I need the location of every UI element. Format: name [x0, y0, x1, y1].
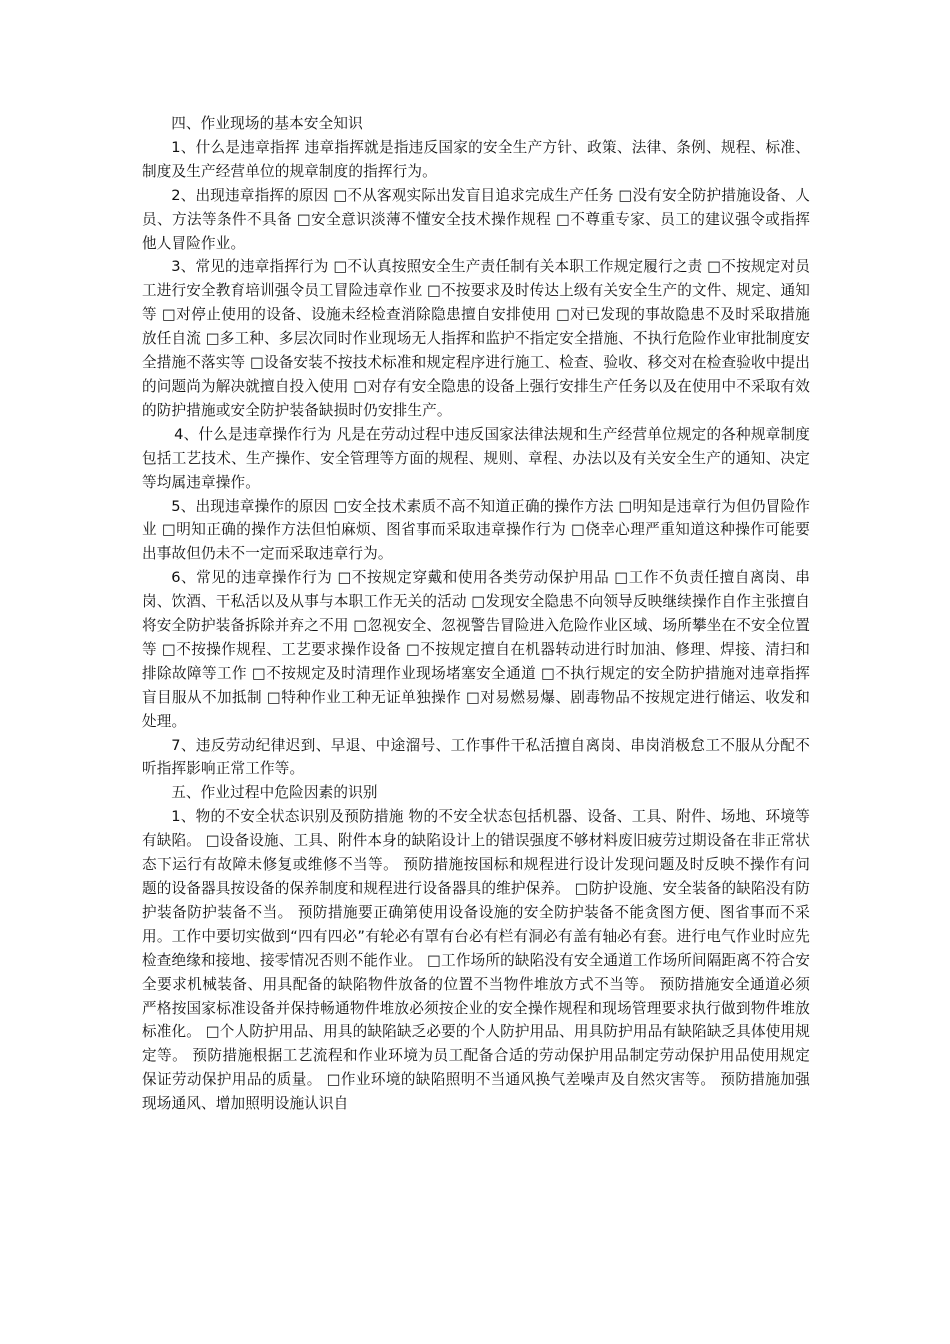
- paragraph-violation-operation-behaviors: 6、常见的违章操作行为 □不按规定穿戴和使用各类劳动保护用品 □工作不负责任擅自离岗、串岗、饮酒、干私活以及从事与本职工作无关的活动 □发现安全隐患不向领导反映继续操作自作主张擅自将安全防护装备拆除并弃之不用 □忽视安全、忽视警告冒险进入危险作业区域、场所攀坐在不安全位置等 □不按操作规程、工艺要求操作设备 □不按规定擅自在机器转动进行时加油、修理、焊接、清扫和排除故障等工作 □不按规定及时清理作业现场堵塞安全通道 □不执行规定的安全防护措施对违章指挥盲目服从不加抵制 □特种作业工种无证单独操作 □对易燃易爆、剧毒物品不按规定进行储运、收发和处理。: [142, 569, 810, 730]
- document-body: [142, 112, 810, 1116]
- section-heading-4: 四、作业现场的基本安全知识: [171, 115, 363, 132]
- paragraph-violation-operation-causes: 5、出现违章操作的原因 □安全技术素质不高不知道正确的操作方法 □明知是违章行为但仍冒险作业 □明知正确的操作方法但怕麻烦、图省事而采取违章操作行为 □侥幸心理严重知道这种操作可能要出事故但仍未不一定而采取违章行为。: [142, 497, 810, 563]
- paragraph-violation-command-definition: 1、什么是违章指挥 违章指挥就是指违反国家的安全生产方针、政策、法律、条例、规程、标准、制度及生产经营单位的规章制度的指挥行为。: [142, 138, 810, 180]
- paragraph-violation-operation-definition: 4、什么是违章操作行为 凡是在劳动过程中违反国家法律法规和生产经营单位规定的各种规章制度包括工艺技术、生产操作、安全管理等方面的规程、规则、章程、办法以及有关安全生产的通知、决定等均属违章操作。: [142, 425, 810, 491]
- paragraph-labor-discipline: 7、违反劳动纪律迟到、早退、中途溜号、工作事件干私活擅自离岗、串岗消极怠工不服从分配不听指挥影响正常工作等。: [142, 736, 810, 778]
- paragraph-unsafe-state-identification: 1、物的不安全状态识别及预防措施 物的不安全状态包括机器、设备、工具、附件、场地、环境等有缺陷。 □设备设施、工具、附件本身的缺陷设计上的错误强度不够材料废旧疲劳过期设备在非正常状态下运行有故障未修复或维修不当等。 预防措施按国标和规程进行设计发现问题及时反映不操作有问题的设备器具按设备的保养制度和规程进行设备器具的维护保养。 □防护设施、安全装备的缺陷没有防护装备防护装备不当。 预防措施要正确第使用设备设施的安全防护装备不能贪图方便、图省事而不采用。工作中要切实做到“四有四必”有轮必有罩有台必有栏有洞必有盖有轴必有套。进行电气作业时应先检查绝缘和接地、接零情况否则不能作业。 □工作场所的缺陷没有安全通道工作场所间隔距离不符合安全要求机械装备、用具配备的缺陷物件放备的位置不当物件堆放方式不当等。 预防措施安全通道必须严格按国家标准设备并保持畅通物件堆放必须按企业的安全操作规程和现场管理要求执行做到物件堆放标准化。 □个人防护用品、用具的缺陷缺乏必要的个人防护用品、用具防护用品有缺陷缺乏具体使用规定等。 预防措施根据工艺流程和作业环境为员工配备合适的劳动保护用品制定劳动保护用品使用规定保证劳动保护用品的质量。 □作业环境的缺陷照明不当通风换气差噪声及自然灾害等。 预防措施加强现场通风、增加照明设施认识自: [142, 808, 810, 1113]
- paragraph-violation-command-causes: 2、出现违章指挥的原因 □不从客观实际出发盲目追求完成生产任务 □没有安全防护措施设备、人员、方法等条件不具备 □安全意识淡薄不懂安全技术操作规程 □不尊重专家、员工的建议强令或指挥他人冒险作业。: [142, 186, 810, 252]
- paragraph-violation-command-behaviors: 3、常见的违章指挥行为 □不认真按照安全生产责任制有关本职工作规定履行之责 □不按规定对员工进行安全教育培训强令员工冒险违章作业 □不按要求及时传达上级有关安全生产的文件、规定、通知等 □对停止使用的设备、设施未经检查消除隐患擅自安排使用 □对已发现的事故隐患不及时采取措施放任自流 □多工种、多层次同时作业现场无人指挥和监护不指定安全措施、不执行危险作业审批制度安全措施不落实等 □设备安装不按技术标准和规定程序进行施工、检查、验收、移交对在检查验收中提出的问题尚为解决就擅自投入使用 □对存有安全隐患的设备上强行安排生产任务以及在使用中不采取有效的防护措施或安全防护装备缺损时仍安排生产。: [142, 258, 810, 419]
- section-heading-5: 五、作业过程中危险因素的识别: [171, 784, 378, 802]
